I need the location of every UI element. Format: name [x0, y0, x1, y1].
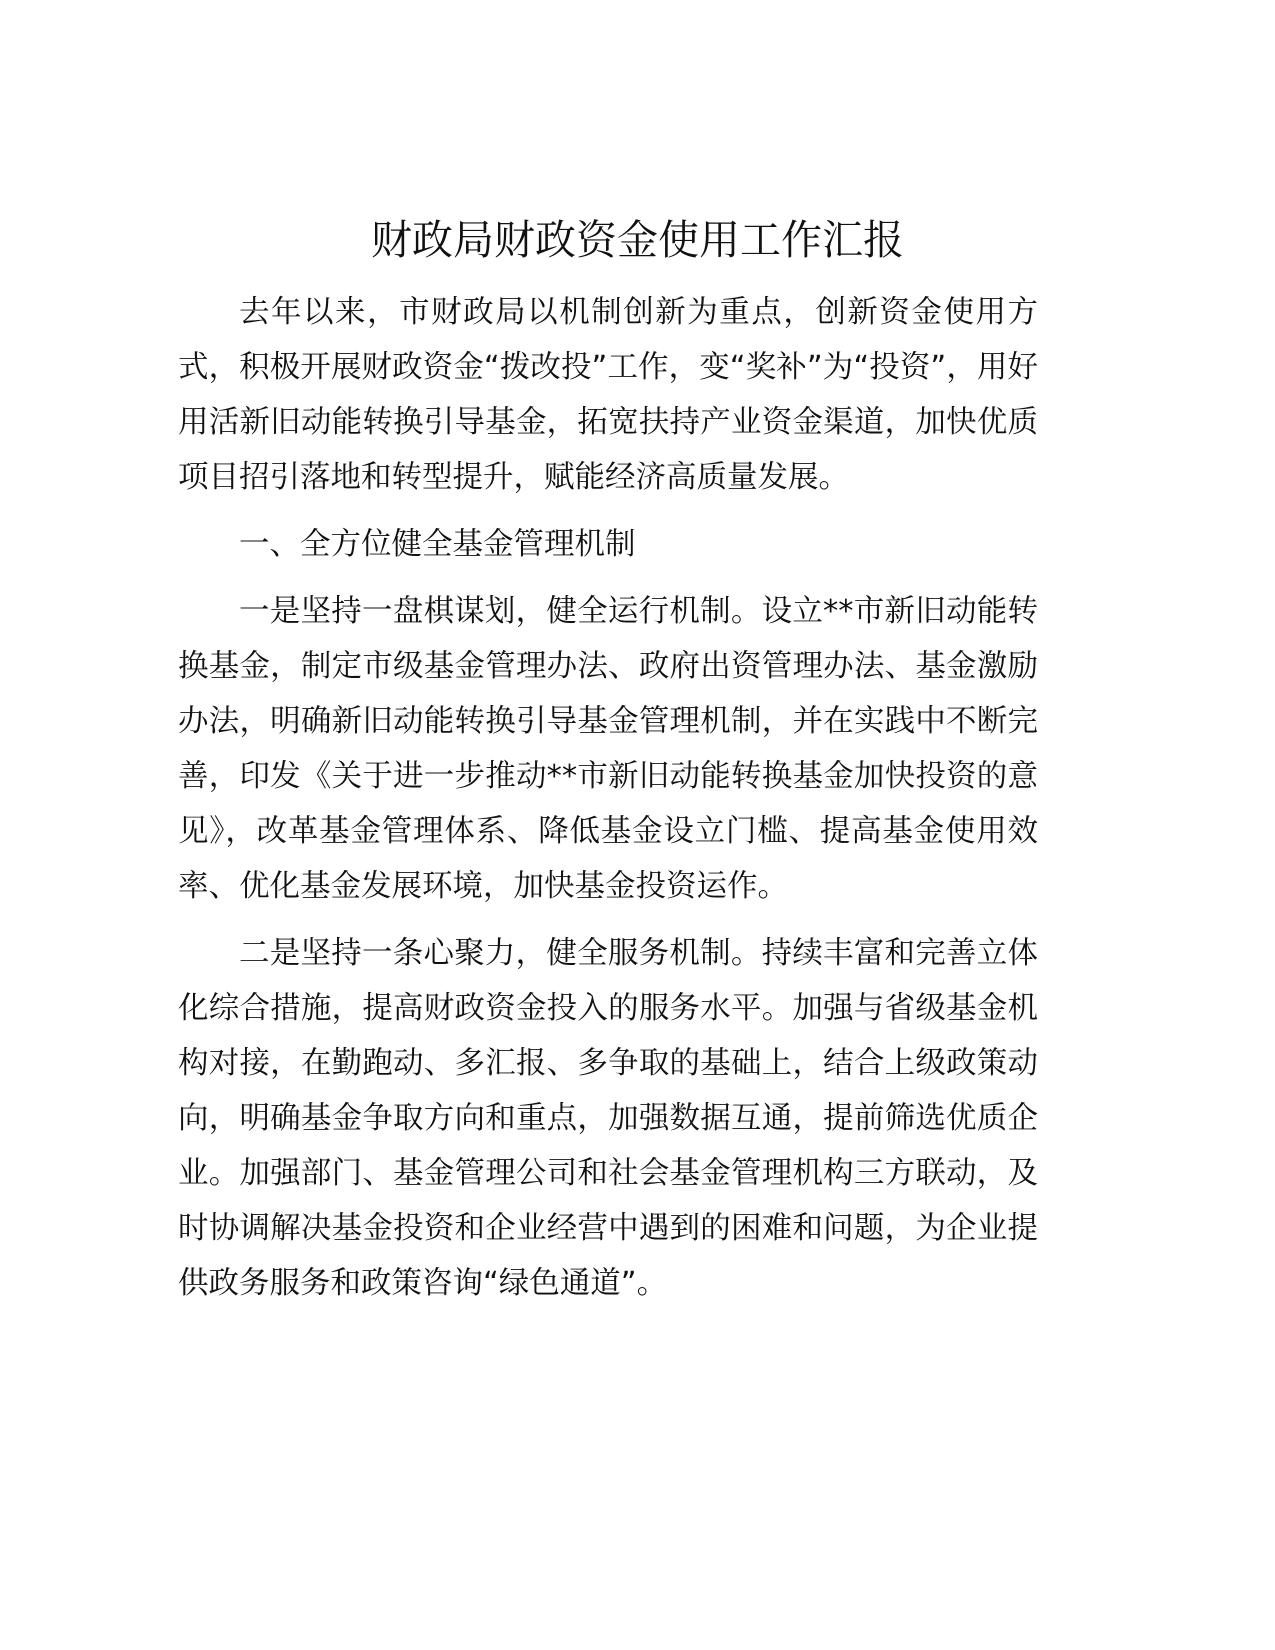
paragraph-service-mechanism: 二是坚持一条心聚力，健全服务机制。持续丰富和完善立体化综合措施，提高财政资金投入的服务水平。加强与省级基金机构对接，在勤跑动、多汇报、多争取的基础上，结合上级政策动向，明确基金争取方向和重点，加强数据互通，提前筛选优质企业。加强部门、基金管理公司和社会基金管理机构三方联动，及时协调解决基金投资和企业经营中遇到的困难和问题，为企业提供政务服务和政策咨询“绿色通道”。 [178, 936, 1038, 1301]
document-body [178, 285, 1038, 1323]
paragraph-intro: 去年以来，市财政局以机制创新为重点，创新资金使用方式，积极开展财政资金“拨改投”工作，变“奖补”为“投资”，用好用活新旧动能转换引导基金，拓宽扶持产业资金渠道，加快优质项目招引落地和转型提升，赋能经济高质量发展。 [178, 295, 1038, 495]
section-heading-1: 一、全方位健全基金管理机制 [239, 527, 636, 562]
paragraph-operation-mechanism: 一是坚持一盘棋谋划，健全运行机制。设立**市新旧动能转换基金，制定市级基金管理办法、政府出资管理办法、基金激励办法，明确新旧动能转换引导基金管理机制，并在实践中不断完善，印发《关于进一步推动**市新旧动能转换基金加快投资的意见》，改革基金管理体系、降低基金设立门槛、提高基金使用效率、优化基金发展环境，加快基金投资运作。 [178, 594, 1038, 904]
document-title: 财政局财政资金使用工作汇报 [371, 216, 904, 264]
